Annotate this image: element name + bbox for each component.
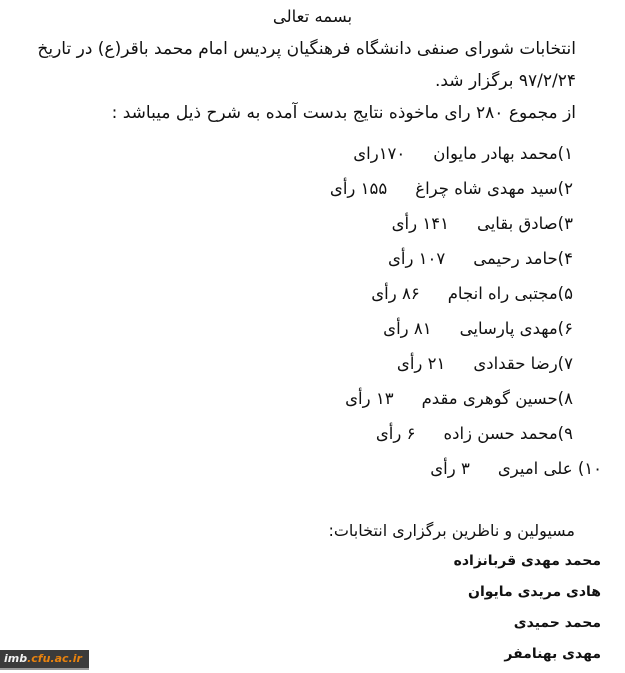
result-candidate-label: ۵)مجتبی راه انجام	[447, 284, 573, 303]
result-candidate-label: ۸)حسین گوهری مقدم	[421, 389, 573, 408]
result-vote-count: ۱۰۷ رأی	[387, 249, 446, 268]
summary-line: از مجموع ۲۸۰ رای ماخوذه نتایج بدست آمده به شرح ذیل میباشد :	[111, 103, 576, 123]
result-candidate-label: ۶)مهدی پارسایی	[459, 319, 573, 338]
result-row	[0, 136, 625, 171]
result-row	[0, 206, 625, 241]
result-row	[0, 276, 625, 311]
document-title: بسمه تعالی	[272, 7, 353, 26]
results-list	[0, 136, 625, 486]
result-row	[0, 311, 625, 346]
result-row	[0, 381, 625, 416]
result-candidate-label: ۱۰) علی امیری	[497, 459, 602, 478]
officials-heading: مسیولین و ناظرین برگزاری انتخابات:	[328, 521, 575, 540]
watermark-site-prefix: imb	[4, 652, 28, 665]
result-vote-count: ۳ رأی	[430, 459, 470, 478]
result-candidate-label: ۷)رضا حقدادی	[473, 354, 573, 373]
result-vote-count: ۱۷۰رای	[353, 144, 406, 163]
result-candidate-label: ۱)محمد بهادر مایوان	[433, 144, 573, 163]
result-row	[0, 241, 625, 276]
intro-line-1: انتخابات شورای صنفی دانشگاه فرهنگیان پردیس امام محمد باقر(ع) در تاریخ	[37, 39, 576, 59]
result-candidate-label: ۲)سید مهدی شاه چراغ	[415, 179, 573, 198]
result-candidate-label: ۴)حامد رحیمی	[473, 249, 573, 268]
site-watermark	[0, 650, 89, 670]
result-row	[0, 171, 625, 206]
result-row	[0, 451, 625, 486]
officials-list	[0, 546, 625, 670]
official-name: محمد حمیدی	[513, 615, 601, 631]
intro-line-2: ۹۷/۲/۲۴ برگزار شد.	[434, 71, 576, 91]
official-name: هادی مریدی مایوان	[468, 584, 601, 600]
result-vote-count: ۱۳ رأی	[345, 389, 394, 408]
result-vote-count: ۸۱ رأی	[383, 319, 432, 338]
result-vote-count: ۱۴۱ رأی	[391, 214, 449, 233]
official-name: محمد مهدی قربانزاده	[453, 553, 601, 569]
result-vote-count: ۸۶ رأی	[371, 284, 420, 303]
official-name: مهدی بهنامفر	[504, 646, 601, 662]
watermark-site-suffix: .cfu.ac.ir	[27, 652, 82, 665]
result-row	[0, 346, 625, 381]
result-vote-count: ۶ رأی	[375, 424, 416, 443]
result-vote-count: ۲۱ رأی	[396, 354, 446, 373]
result-vote-count: ۱۵۵ رأی	[329, 179, 388, 198]
result-candidate-label: ۳)صادق بقایی	[476, 214, 573, 233]
result-row	[0, 416, 625, 451]
result-candidate-label: ۹)محمد حسن زاده	[443, 424, 573, 443]
